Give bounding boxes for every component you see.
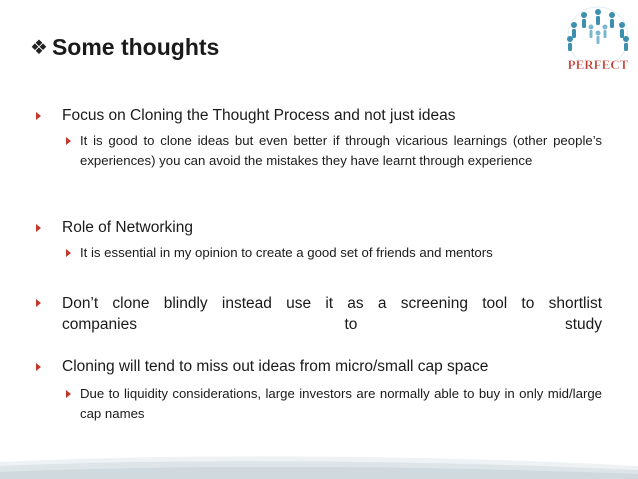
diamond-bullet-icon: ❖ <box>30 37 48 59</box>
perfect-logo <box>558 3 638 81</box>
sub-bullet-arrow-icon <box>66 137 71 145</box>
sub-bullet-arrow-icon <box>66 249 71 257</box>
bullet-arrow-icon <box>36 112 41 120</box>
bullet-text: Cloning will tend to miss out ideas from micro/small cap space <box>62 358 489 375</box>
bullet-text: Role of Networking <box>62 219 193 236</box>
bullet-text: Don’t clone blindly instead use it as a screening tool to shortlist companies to study <box>62 295 602 333</box>
bullet-item <box>62 293 602 356</box>
sub-bullet-text: It is good to clone ideas but even better if through vicarious learnings (other people’s experiences) you can avoid the mistakes they have learnt through experience <box>80 133 602 168</box>
slide-title <box>30 34 219 61</box>
sub-bullet-item <box>80 131 602 171</box>
sub-bullet-text: It is essential in my opinion to create a good set of friends and mentors <box>80 245 493 260</box>
bullet-item <box>62 357 602 377</box>
bullet-text: Focus on Cloning the Thought Process and not just ideas <box>62 107 456 124</box>
sub-bullet-item <box>80 384 602 424</box>
bullet-arrow-icon <box>36 224 41 232</box>
footer-swoosh <box>0 452 638 479</box>
bullet-arrow-icon <box>36 299 41 307</box>
bullet-item <box>62 218 602 238</box>
sub-bullet-text: Due to liquidity considerations, large investors are normally able to buy in only mid/large cap names <box>80 386 602 421</box>
slide-title-text: Some thoughts <box>51 34 220 60</box>
bullet-item <box>62 106 602 126</box>
sub-bullet-arrow-icon <box>66 390 71 398</box>
sub-bullet-item <box>80 243 602 263</box>
bullet-arrow-icon <box>36 363 41 371</box>
logo-text: PERFECT <box>567 57 629 72</box>
